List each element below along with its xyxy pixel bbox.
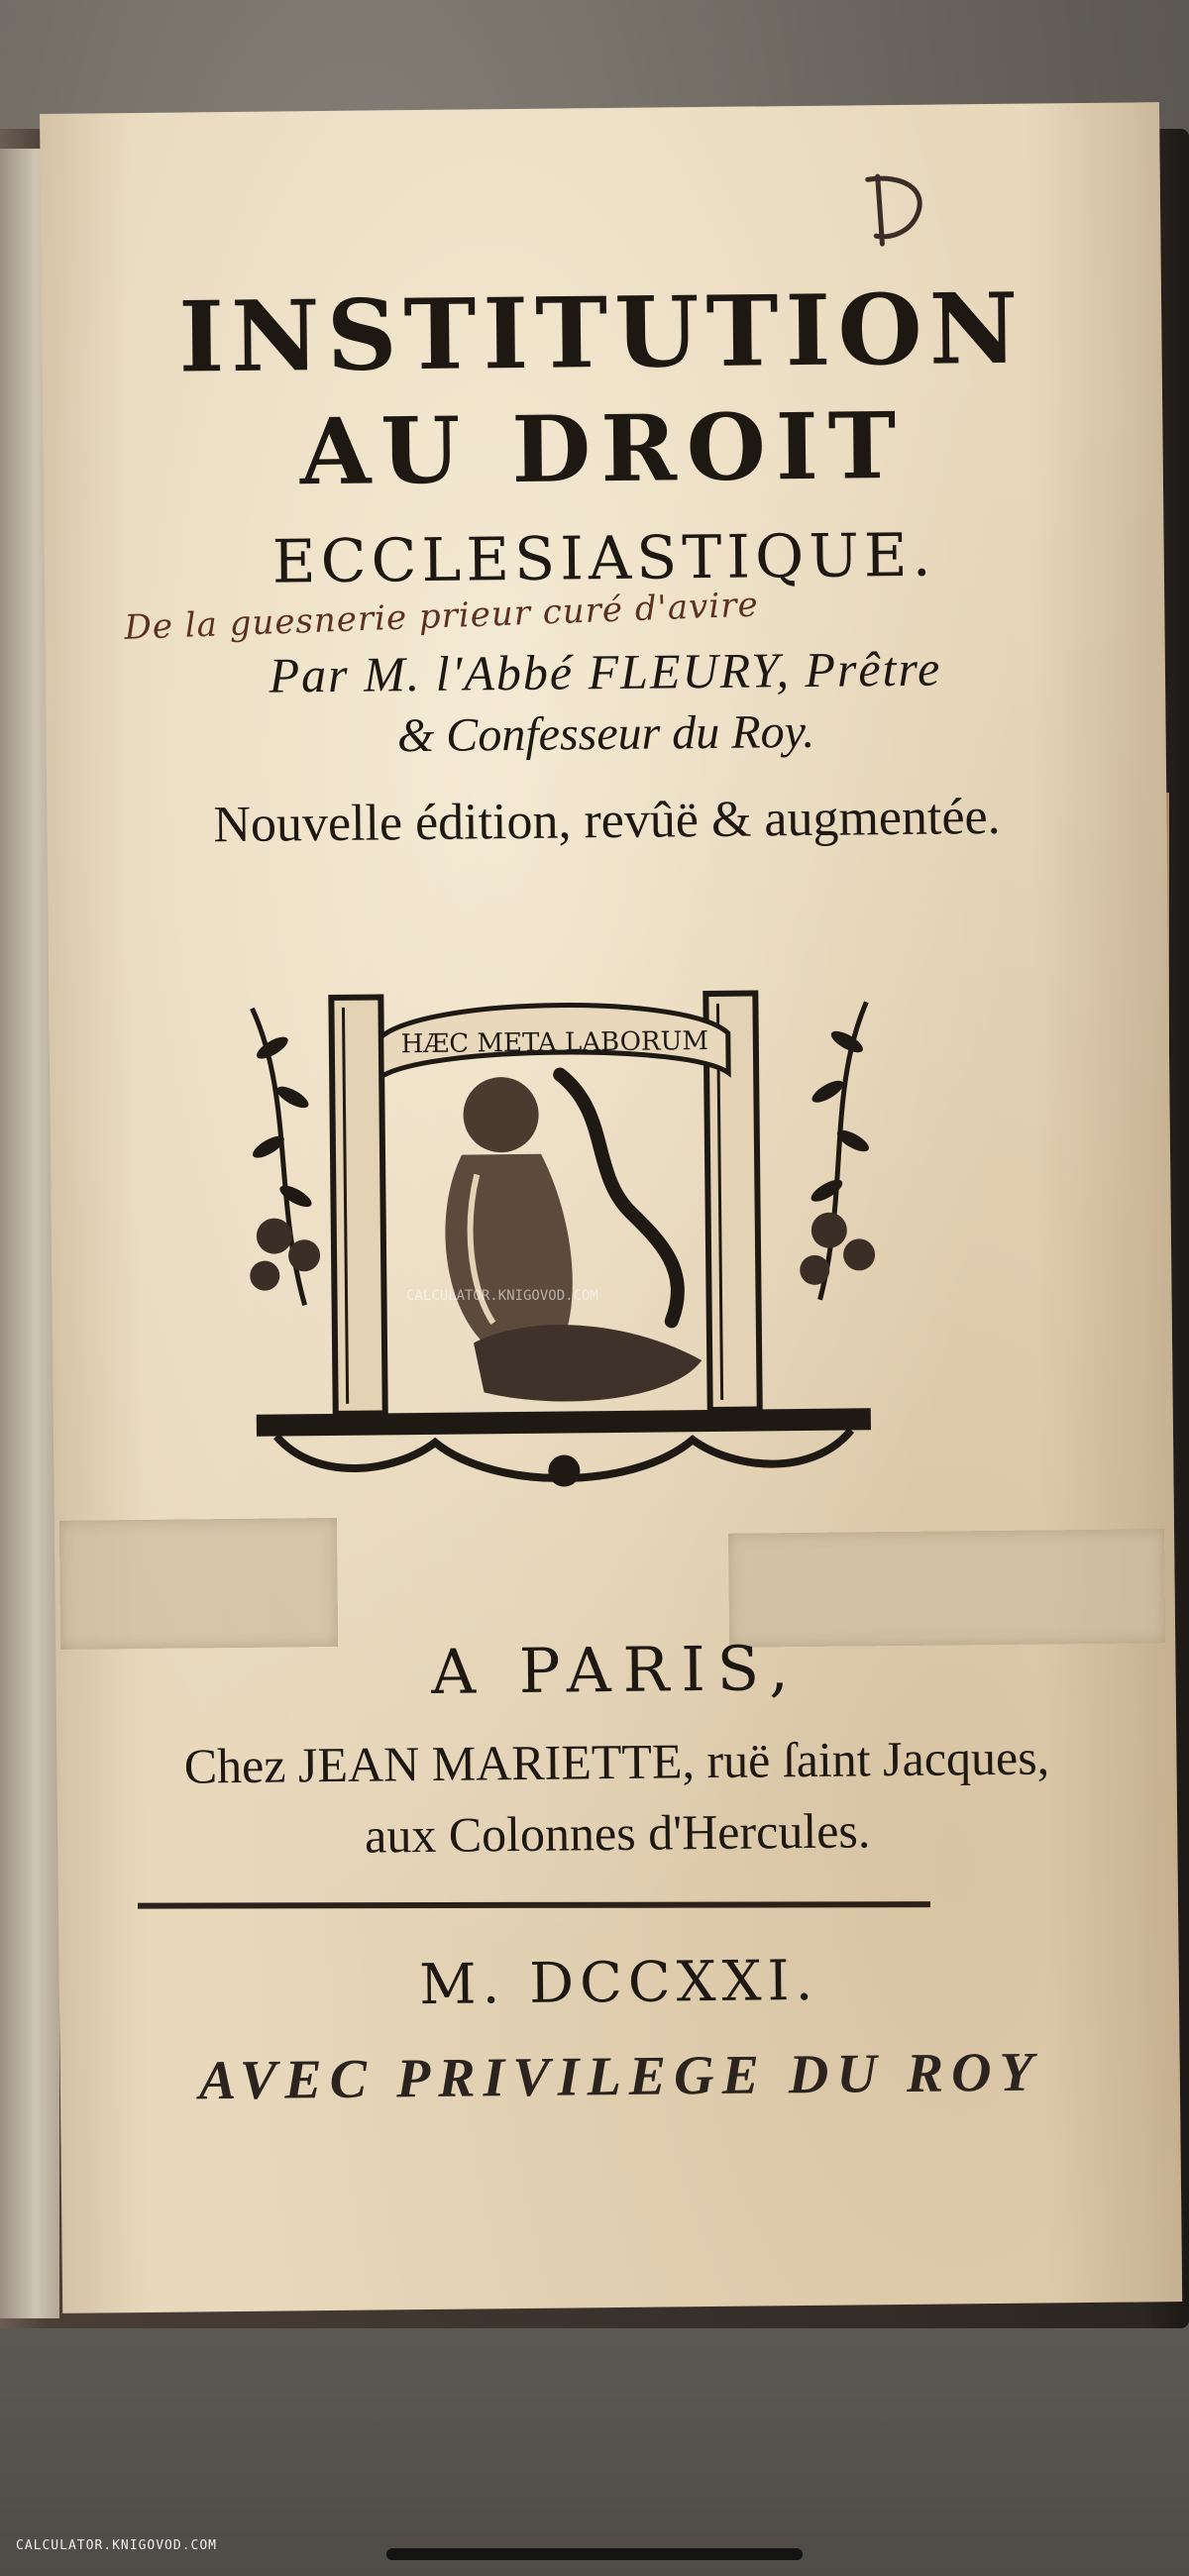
handwritten-ownership-note: De la guesnerie prieur curé d'avire <box>123 585 760 648</box>
author-title-line: & Confesseur du Roy. <box>396 704 815 763</box>
imprint-place: A PARIS, <box>430 1632 802 1708</box>
watermark: CALCULATOR.KNIGOVOD.COM <box>406 1288 598 1304</box>
title-line-2: AU DROIT <box>299 391 907 506</box>
title-page <box>40 102 1182 2313</box>
title-line-3: ECCLESIASTIQUE. <box>271 520 937 597</box>
imprint-printer: Chez JEAN MARIETTE, ruë ſaint Jacques, <box>183 1729 1050 1794</box>
privilege-stamp: AVEC PRIVILEGE DU ROY <box>198 2041 1042 2112</box>
shelfmark-handwritten <box>848 164 938 255</box>
hercules-emblem-woodcut <box>232 972 892 1514</box>
home-indicator-bar[interactable] <box>386 2548 803 2560</box>
footer-brand-watermark: CALCULATOR.KNIGOVOD.COM <box>16 2538 218 2553</box>
title-line-1: INSTITUTION <box>177 271 1026 395</box>
imprint-date: M. DCCXXI. <box>418 1948 819 2018</box>
emblem-motto: HÆC META LABORUM <box>400 1025 709 1060</box>
table-surface <box>0 2299 1189 2576</box>
imprint-address: aux Colonnes d'Hercules. <box>364 1802 871 1864</box>
author-line: Par M. l'Abbé FLEURY, Prêtre <box>269 640 942 703</box>
edition-statement: Nouvelle édition, revûë & augmentée. <box>213 788 1001 854</box>
tape-strip-left <box>59 1518 338 1650</box>
divider-rule <box>138 1901 930 1908</box>
